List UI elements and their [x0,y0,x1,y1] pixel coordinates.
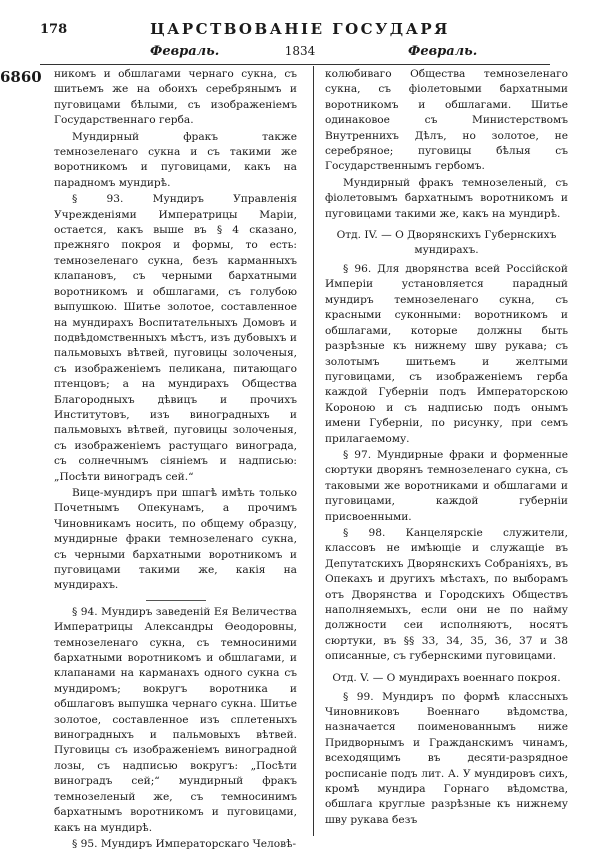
paragraph: Мундирный фракъ темнозеленый, съ фіолетовымъ бархатнымъ воротникомъ и пуговицами такими же, какъ на мундирѣ. [325,176,568,220]
paragraph: Мундирный фракъ также темнозеленаго сукна и съ такими же воротникомъ и пуговицами, какъ на парадномъ мундирѣ. [54,130,297,189]
running-title: ЦАРСТВОВАНІЕ ГОСУДАРЯ [150,20,450,38]
month-right: Февраль. [408,44,478,59]
paragraph-section-93: § 93. Мундиръ Управленія Учрежденіями Императрицы Маріи, остается, какъ выше въ § 4 сказано, прежняго покроя и формы, то есть: темнозеленаго сукна, безъ карманныхъ клапановъ, съ черными бархатными воротникомъ и обшлагами, съ голубою выпушкою. Шитье золотое, составленное на мундирахъ Воспитательныхъ Домовъ и подвѣдомственныхъ мѣстъ, изъ дубовыхъ и пальмовыхъ вѣтвей, пуговицы золоченыя, съ изображеніемъ пеликана, питающаго птенцовъ; а на мундирахъ Общества Благородныхъ дѣвицъ и прочихъ Институтовъ, изъ виноградныхъ и пальмовыхъ вѣтвей, пуговицы золоченыя, съ изображеніемъ растущаго винограда, съ солнечнымъ сіяніемъ и надписью: „Посѣти виноградъ сей.“ [54,193,297,483]
header-rule [40,64,550,65]
paragraph: никомъ и обшлагами чернаго сукна, съ шитьемъ же на обоихъ серебрянымъ и пуговицами бѣлыми, съ изображеніемъ Государственнаго герба. [54,68,297,127]
paragraph-section-94: § 94. Мундиръ заведеній Ея Величества Императрицы Александры Ѳеодоровны, темнозеленаго сукна, съ темносиними бархатными воротникомъ и обшлагами, и клапанами на карманахъ одного сукна съ мундиромъ; вокругъ воротника и обшлаговъ выпушка чернаго сукна. Шитье золотое, составленное изъ сплетеныхъ виноградныхъ и пальмовыхъ вѣтвей. Пуговицы съ изображеніемъ виноградной лозы, съ надписью вокругъ: „Посѣти виноградъ сей;“ мундирный фракъ темнозеленый же, съ темносинимъ бархатнымъ воротникомъ и пуговицами, какъ на мундирѣ. [54,605,297,834]
section-v-heading: Отд. V. — О мундирахъ военнаго покроя. [332,671,561,684]
page-number: 178 [40,22,68,37]
paragraph-section-95: § 95. Мундиръ Императорскаго Человѣ- [72,837,297,850]
left-column [54,67,297,852]
law-number: 6860 [0,68,42,86]
separator-rule [146,600,206,601]
paragraph-section-98: § 98. Канцелярскіе служители, классовъ не имѣющіе и служащіе въ Депутатскихъ Дворянскихъ Собраніяхъ, въ Опекахъ и другихъ мѣстахъ, по выборамъ отъ Дворянства и Городскихъ Обществъ наполняемыхъ, если они не по найму должности сеи исполняютъ, носятъ сюртуки, въ §§ 33, 34, 35, 36, 37 и 38 описанные, съ губернскими пуговицами. [325,526,568,663]
column-divider [313,66,314,836]
month-left: Февраль. [150,44,220,59]
paragraph: Вице-мундиръ при шпагѣ имѣть только Почетнымъ Опекунамъ, а прочимъ Чиновникамъ носить, по общему образцу, мундирные фраки темнозеленаго сукна, съ черными бархатными воротникомъ и пуговицами такими же, какія на мундирахъ. [54,486,297,592]
right-column [325,67,568,828]
paragraph-section-97: § 97. Мундирные фраки и форменные сюртуки дворянъ темнозеленаго сукна, съ таковыми же воротниками и обшлагами и пуговицами, каждой губерніи присвоенными. [325,448,568,523]
paragraph: колюбиваго Общества темнозеленаго сукна, съ фіолетовыми бархатными воротникомъ и обшлагами. Шитье одинаковое съ Министерствомъ Внутреннихъ Дѣлъ, но золотое, не серебряное; пуговицы бѣлыя съ Государственнымъ гербомъ. [325,68,568,173]
paragraph-section-96: § 96. Для дворянства всей Россійской Имперіи установляется парадный мундиръ темнозеленаго сукна, съ красными суконными: воротникомъ и обшлагами, которые должны быть разрѣзные къ нижнему шву рукава; съ золотымъ шитьемъ и желтыми пуговицами, съ изображеніемъ герба каждой Губерніи подъ Императорскою Короною и съ надписью подъ онымъ имени Губерніи, по рисунку, при семъ прилагаемому. [325,263,568,445]
year: 1834 [284,44,316,58]
paragraph-section-99: § 99. Мундиръ по формѣ классныхъ Чиновниковъ Военнаго вѣдомства, назначается поименованнымъ ниже Придворнымъ и Гражданскимъ чинамъ, всеходящимъ въ десяти-разрядное росписаніе подъ лит. А. У мундировъ сихъ, кромѣ мундира Горнаго вѣдомства, обшлага круглые разрѣзные къ нижнему шву рукава безъ [325,690,568,826]
section-iv-heading: Отд. IV. — О Дворянскихъ Губернскихъ мундирахъ. [336,229,557,257]
